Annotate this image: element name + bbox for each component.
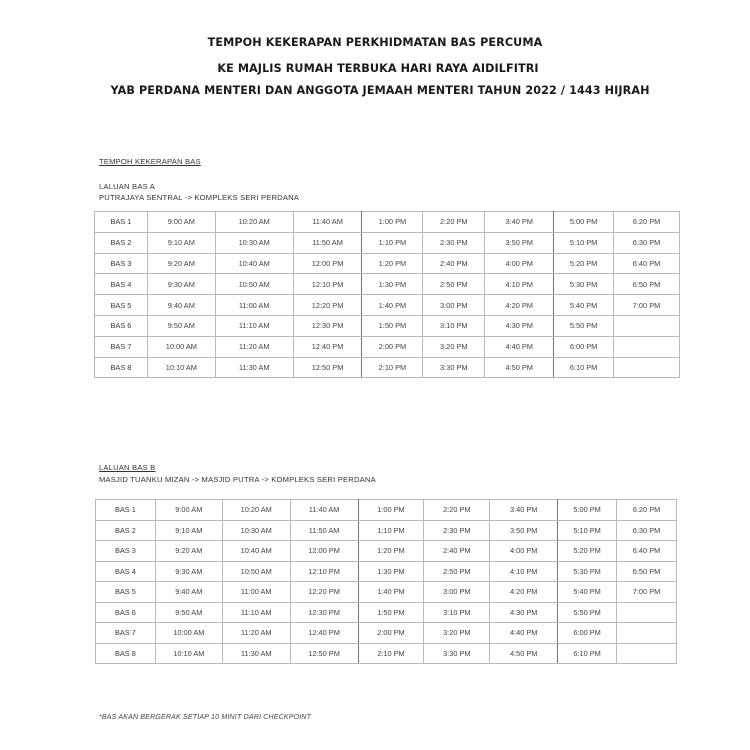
- departure-time-cell: 11:00 AM: [222, 582, 290, 603]
- departure-time-cell: 9:50 AM: [155, 602, 222, 623]
- departure-time-cell: 5:00 PM: [558, 500, 617, 521]
- departure-time-cell: 11:00 AM: [215, 295, 293, 316]
- departure-time-cell: 5:10 PM: [558, 520, 617, 541]
- departure-time-cell: 6:40 PM: [614, 253, 680, 274]
- header-line-1: TEMPOH KEKERAPAN PERKHIDMATAN BAS PERCUMA: [207, 36, 543, 49]
- departure-time-cell: 1:20 PM: [358, 541, 424, 562]
- departure-time-cell: 1:40 PM: [362, 295, 423, 316]
- departure-time-cell: 11:10 AM: [222, 602, 290, 623]
- departure-time-cell: 9:40 AM: [155, 582, 222, 603]
- departure-time-cell: 10:10 AM: [155, 643, 222, 664]
- departure-time-cell: [614, 315, 680, 336]
- schedule-row: [95, 232, 680, 253]
- departure-time-cell: 12:30 PM: [290, 602, 358, 623]
- departure-time-cell: 3:20 PM: [424, 623, 490, 644]
- bus-label: BAS 8: [96, 643, 156, 664]
- departure-time-cell: 6:10 PM: [554, 357, 614, 378]
- schedule-row: [95, 357, 680, 378]
- schedule-row: [96, 623, 677, 644]
- departure-time-cell: 4:50 PM: [485, 357, 554, 378]
- departure-time-cell: 4:40 PM: [490, 623, 558, 644]
- departure-time-cell: 2:40 PM: [423, 253, 485, 274]
- footnote: *BAS AKAN BERGERAK SETIAP 10 MINIT DARI CHECKPOINT: [99, 714, 312, 721]
- departure-time-cell: 9:50 AM: [147, 315, 215, 336]
- schedule-row: [95, 253, 680, 274]
- departure-time-cell: 1:00 PM: [358, 500, 424, 521]
- departure-time-cell: 3:20 PM: [423, 336, 485, 357]
- departure-time-cell: 10:50 AM: [222, 561, 290, 582]
- departure-time-cell: 2:00 PM: [358, 623, 424, 644]
- departure-time-cell: 10:40 AM: [222, 541, 290, 562]
- departure-time-cell: 9:30 AM: [155, 561, 222, 582]
- departure-time-cell: 10:10 AM: [147, 357, 215, 378]
- departure-time-cell: 4:00 PM: [490, 541, 558, 562]
- schedule-row: [95, 315, 680, 336]
- bus-label: BAS 7: [95, 336, 148, 357]
- schedule-row: [96, 520, 677, 541]
- departure-time-cell: 6:10 PM: [558, 643, 617, 664]
- departure-time-cell: 4:20 PM: [490, 582, 558, 603]
- departure-time-cell: 9:00 AM: [155, 500, 222, 521]
- departure-time-cell: 11:30 AM: [222, 643, 290, 664]
- bus-label: BAS 3: [96, 541, 156, 562]
- departure-time-cell: 12:00 PM: [293, 253, 362, 274]
- departure-time-cell: 3:10 PM: [424, 602, 490, 623]
- departure-time-cell: 11:50 AM: [290, 520, 358, 541]
- route-b-schedule-table: [95, 499, 677, 664]
- departure-time-cell: 10:20 AM: [222, 500, 290, 521]
- departure-time-cell: 6:30 PM: [617, 520, 677, 541]
- schedule-row: [96, 643, 677, 664]
- departure-time-cell: 3:50 PM: [490, 520, 558, 541]
- departure-time-cell: 4:10 PM: [485, 274, 554, 295]
- departure-time-cell: 3:30 PM: [423, 357, 485, 378]
- departure-time-cell: 4:10 PM: [490, 561, 558, 582]
- bus-label: BAS 1: [96, 500, 156, 521]
- departure-time-cell: 2:20 PM: [424, 500, 490, 521]
- departure-time-cell: 1:20 PM: [362, 253, 423, 274]
- bus-label: BAS 2: [95, 232, 148, 253]
- route-a-name: LALUAN BAS A: [99, 182, 156, 191]
- departure-time-cell: 5:50 PM: [558, 602, 617, 623]
- departure-time-cell: 4:00 PM: [485, 253, 554, 274]
- departure-time-cell: 9:30 AM: [147, 274, 215, 295]
- departure-time-cell: 11:50 AM: [293, 232, 362, 253]
- schedule-row: [96, 582, 677, 603]
- bus-label: BAS 6: [95, 315, 148, 336]
- departure-time-cell: [617, 602, 677, 623]
- departure-time-cell: 3:30 PM: [424, 643, 490, 664]
- departure-time-cell: 5:40 PM: [554, 295, 614, 316]
- departure-time-cell: 9:10 AM: [147, 232, 215, 253]
- departure-time-cell: 12:10 PM: [293, 274, 362, 295]
- departure-time-cell: 11:30 AM: [215, 357, 293, 378]
- departure-time-cell: 11:20 AM: [215, 336, 293, 357]
- schedule-row: [96, 541, 677, 562]
- departure-time-cell: 12:40 PM: [293, 336, 362, 357]
- departure-time-cell: [617, 623, 677, 644]
- departure-time-cell: 5:30 PM: [558, 561, 617, 582]
- departure-time-cell: 9:20 AM: [155, 541, 222, 562]
- departure-time-cell: 2:30 PM: [424, 520, 490, 541]
- departure-time-cell: 11:40 AM: [293, 212, 362, 233]
- departure-time-cell: 12:10 PM: [290, 561, 358, 582]
- departure-time-cell: [614, 336, 680, 357]
- departure-time-cell: 2:10 PM: [362, 357, 423, 378]
- departure-time-cell: 3:00 PM: [423, 295, 485, 316]
- departure-time-cell: 9:20 AM: [147, 253, 215, 274]
- departure-time-cell: 12:50 PM: [293, 357, 362, 378]
- departure-time-cell: 4:50 PM: [490, 643, 558, 664]
- route-b-path: MASJID TUANKU MIZAN -> MASJID PUTRA -> KOMPLEKS SERI PERDANA: [99, 475, 376, 484]
- bus-label: BAS 4: [95, 274, 148, 295]
- departure-time-cell: 3:40 PM: [490, 500, 558, 521]
- bus-label: BAS 4: [96, 561, 156, 582]
- departure-time-cell: 9:00 AM: [147, 212, 215, 233]
- departure-time-cell: 3:40 PM: [485, 212, 554, 233]
- schedule-row: [96, 602, 677, 623]
- departure-time-cell: 7:00 PM: [617, 582, 677, 603]
- schedule-row: [95, 295, 680, 316]
- departure-time-cell: 6:50 PM: [617, 561, 677, 582]
- departure-time-cell: 2:50 PM: [424, 561, 490, 582]
- bus-label: BAS 2: [96, 520, 156, 541]
- bus-label: BAS 7: [96, 623, 156, 644]
- bus-label: BAS 6: [96, 602, 156, 623]
- departure-time-cell: 1:00 PM: [362, 212, 423, 233]
- schedule-row: [95, 212, 680, 233]
- departure-time-cell: 10:30 AM: [222, 520, 290, 541]
- schedule-row: [96, 561, 677, 582]
- departure-time-cell: 5:40 PM: [558, 582, 617, 603]
- departure-time-cell: 10:20 AM: [215, 212, 293, 233]
- departure-time-cell: 5:50 PM: [554, 315, 614, 336]
- route-a-path: PUTRAJAYA SENTRAL -> KOMPLEKS SERI PERDANA: [99, 193, 300, 202]
- departure-time-cell: 6:50 PM: [614, 274, 680, 295]
- departure-time-cell: 9:40 AM: [147, 295, 215, 316]
- departure-time-cell: 4:40 PM: [485, 336, 554, 357]
- departure-time-cell: 11:20 AM: [222, 623, 290, 644]
- departure-time-cell: 2:30 PM: [423, 232, 485, 253]
- departure-time-cell: 4:30 PM: [490, 602, 558, 623]
- bus-label: BAS 5: [95, 295, 148, 316]
- departure-time-cell: [614, 357, 680, 378]
- departure-time-cell: 9:10 AM: [155, 520, 222, 541]
- departure-time-cell: 3:50 PM: [485, 232, 554, 253]
- departure-time-cell: 4:20 PM: [485, 295, 554, 316]
- departure-time-cell: 6:40 PM: [617, 541, 677, 562]
- departure-time-cell: 1:50 PM: [358, 602, 424, 623]
- departure-time-cell: 5:10 PM: [554, 232, 614, 253]
- departure-time-cell: 2:00 PM: [362, 336, 423, 357]
- departure-time-cell: 1:30 PM: [362, 274, 423, 295]
- departure-time-cell: 12:30 PM: [293, 315, 362, 336]
- section-title: TEMPOH KEKERAPAN BAS: [99, 157, 201, 166]
- departure-time-cell: 12:20 PM: [290, 582, 358, 603]
- departure-time-cell: 10:00 AM: [155, 623, 222, 644]
- schedule-row: [96, 500, 677, 521]
- header-line-2: KE MAJLIS RUMAH TERBUKA HARI RAYA AIDILFITRI: [217, 62, 539, 75]
- departure-time-cell: 3:10 PM: [423, 315, 485, 336]
- departure-time-cell: 1:50 PM: [362, 315, 423, 336]
- bus-label: BAS 5: [96, 582, 156, 603]
- departure-time-cell: 6:30 PM: [614, 232, 680, 253]
- departure-time-cell: [617, 643, 677, 664]
- departure-time-cell: 10:50 AM: [215, 274, 293, 295]
- departure-time-cell: 4:30 PM: [485, 315, 554, 336]
- departure-time-cell: 2:40 PM: [424, 541, 490, 562]
- bus-label: BAS 1: [95, 212, 148, 233]
- route-a-schedule-table: [94, 211, 680, 378]
- bus-label: BAS 3: [95, 253, 148, 274]
- departure-time-cell: 2:50 PM: [423, 274, 485, 295]
- route-b-name: LALUAN BAS B: [99, 463, 156, 472]
- departure-time-cell: 6:00 PM: [558, 623, 617, 644]
- departure-time-cell: 5:30 PM: [554, 274, 614, 295]
- departure-time-cell: 1:30 PM: [358, 561, 424, 582]
- departure-time-cell: 5:20 PM: [554, 253, 614, 274]
- departure-time-cell: 6:20 PM: [614, 212, 680, 233]
- departure-time-cell: 11:40 AM: [290, 500, 358, 521]
- departure-time-cell: 7:00 PM: [614, 295, 680, 316]
- departure-time-cell: 5:20 PM: [558, 541, 617, 562]
- departure-time-cell: 6:00 PM: [554, 336, 614, 357]
- departure-time-cell: 1:40 PM: [358, 582, 424, 603]
- departure-time-cell: 3:00 PM: [424, 582, 490, 603]
- departure-time-cell: 11:10 AM: [215, 315, 293, 336]
- departure-time-cell: 2:10 PM: [358, 643, 424, 664]
- departure-time-cell: 10:30 AM: [215, 232, 293, 253]
- departure-time-cell: 2:20 PM: [423, 212, 485, 233]
- bus-label: BAS 8: [95, 357, 148, 378]
- schedule-row: [95, 274, 680, 295]
- departure-time-cell: 5:00 PM: [554, 212, 614, 233]
- departure-time-cell: 10:40 AM: [215, 253, 293, 274]
- departure-time-cell: 6:20 PM: [617, 500, 677, 521]
- departure-time-cell: 12:40 PM: [290, 623, 358, 644]
- departure-time-cell: 12:50 PM: [290, 643, 358, 664]
- departure-time-cell: 12:00 PM: [290, 541, 358, 562]
- departure-time-cell: 10:00 AM: [147, 336, 215, 357]
- departure-time-cell: 1:10 PM: [362, 232, 423, 253]
- schedule-row: [95, 336, 680, 357]
- departure-time-cell: 12:20 PM: [293, 295, 362, 316]
- header-line-3: YAB PERDANA MENTERI DAN ANGGOTA JEMAAH MENTERI TAHUN 2022 / 1443 HIJRAH: [110, 84, 650, 97]
- departure-time-cell: 1:10 PM: [358, 520, 424, 541]
